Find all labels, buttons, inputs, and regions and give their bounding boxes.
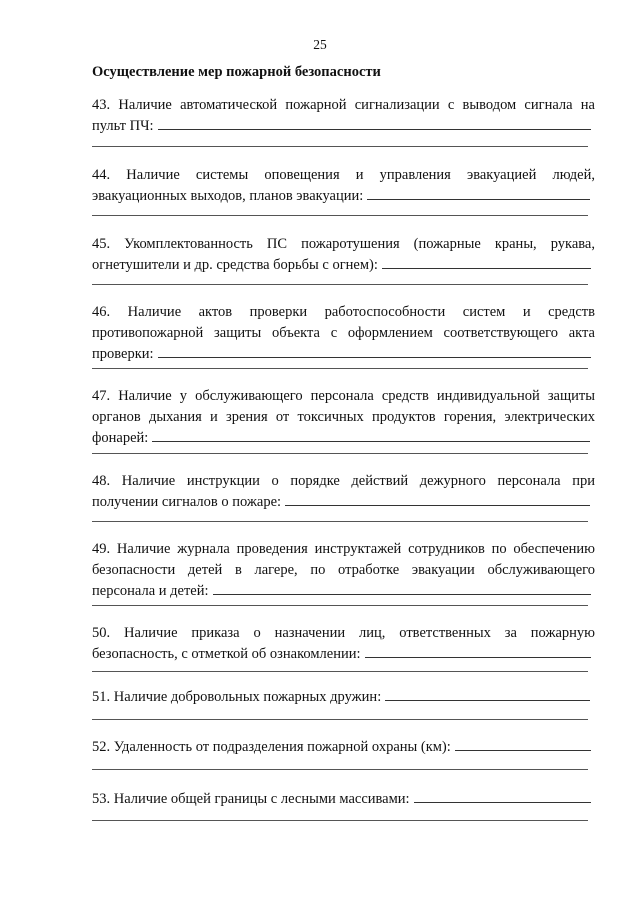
- form-item-43: [92, 95, 595, 137]
- form-item-48: [92, 471, 595, 513]
- answer-line[interactable]: [92, 769, 588, 770]
- fill-in-blank[interactable]: [414, 801, 591, 803]
- item-label: 50. Наличие приказа о назначении лиц, ответственных за пожарную безопасность, с отметкой об ознакомлении:: [92, 625, 595, 662]
- form-item-49: [92, 539, 595, 602]
- answer-line[interactable]: [92, 368, 588, 369]
- form-item-52: [92, 737, 595, 758]
- page-number: 25: [313, 37, 327, 52]
- item-label: 45. Укомплектованность ПС пожаротушения (пожарные краны, рукава, огнетушители и др. средства борьбы с огнем):: [92, 236, 595, 273]
- form-item-50: [92, 623, 595, 665]
- answer-line[interactable]: [92, 453, 588, 454]
- item-text: [92, 737, 595, 758]
- item-text: [92, 623, 595, 665]
- answer-line[interactable]: [92, 146, 588, 147]
- answer-line[interactable]: [92, 284, 588, 285]
- item-text: [92, 471, 595, 513]
- fill-in-blank[interactable]: [455, 749, 591, 751]
- item-label: 48. Наличие инструкции о порядке действий дежурного персонала при получении сигналов о пожаре:: [92, 473, 595, 510]
- item-label: 44. Наличие системы оповещения и управления эвакуацией людей, эвакуационных выходов, планов эвакуации:: [92, 167, 595, 204]
- fill-in-blank[interactable]: [285, 504, 590, 506]
- answer-line[interactable]: [92, 820, 588, 821]
- fill-in-blank[interactable]: [385, 699, 590, 701]
- form-item-51: [92, 687, 595, 708]
- fill-in-blank[interactable]: [213, 593, 591, 595]
- item-text: [92, 386, 595, 449]
- form-item-46: [92, 302, 595, 365]
- answer-line[interactable]: [92, 605, 588, 606]
- fill-in-blank[interactable]: [367, 198, 590, 200]
- item-label: 47. Наличие у обслуживающего персонала средств индивидуальной защиты органов дыхания и зрения от токсичных продуктов горения, электрических фонарей:: [92, 388, 595, 446]
- fill-in-blank[interactable]: [158, 356, 591, 358]
- item-text: [92, 95, 595, 137]
- form-item-45: [92, 234, 595, 276]
- fill-in-blank[interactable]: [158, 128, 591, 130]
- section-title: Осуществление мер пожарной безопасности: [92, 64, 381, 80]
- item-text: [92, 165, 595, 207]
- form-item-53: [92, 789, 595, 810]
- item-label: 51. Наличие добровольных пожарных дружин:: [92, 689, 382, 705]
- form-item-44: [92, 165, 595, 207]
- answer-line[interactable]: [92, 521, 588, 522]
- answer-line[interactable]: [92, 215, 588, 216]
- item-text: [92, 539, 595, 602]
- item-label: 52. Удаленность от подразделения пожарной охраны (км):: [92, 739, 451, 755]
- item-label: 53. Наличие общей границы с лесными массивами:: [92, 791, 410, 807]
- item-label: 49. Наличие журнала проведения инструктажей сотрудников по обеспечению безопасности детей в лагере, по отработке эвакуации обслуживающего персонала и детей:: [92, 541, 595, 599]
- fill-in-blank[interactable]: [152, 440, 590, 442]
- fill-in-blank[interactable]: [382, 267, 591, 269]
- fill-in-blank[interactable]: [365, 656, 591, 658]
- item-label: 46. Наличие актов проверки работоспособности систем и средств противопожарной защиты объекта с оформлением соответствующего акта проверки:: [92, 304, 595, 362]
- item-text: [92, 302, 595, 365]
- answer-line[interactable]: [92, 719, 588, 720]
- item-text: [92, 234, 595, 276]
- form-item-47: [92, 386, 595, 449]
- answer-line[interactable]: [92, 671, 588, 672]
- item-label: 43. Наличие автоматической пожарной сигнализации с выводом сигнала на пульт ПЧ:: [92, 97, 595, 134]
- item-text: [92, 789, 595, 810]
- item-text: [92, 687, 595, 708]
